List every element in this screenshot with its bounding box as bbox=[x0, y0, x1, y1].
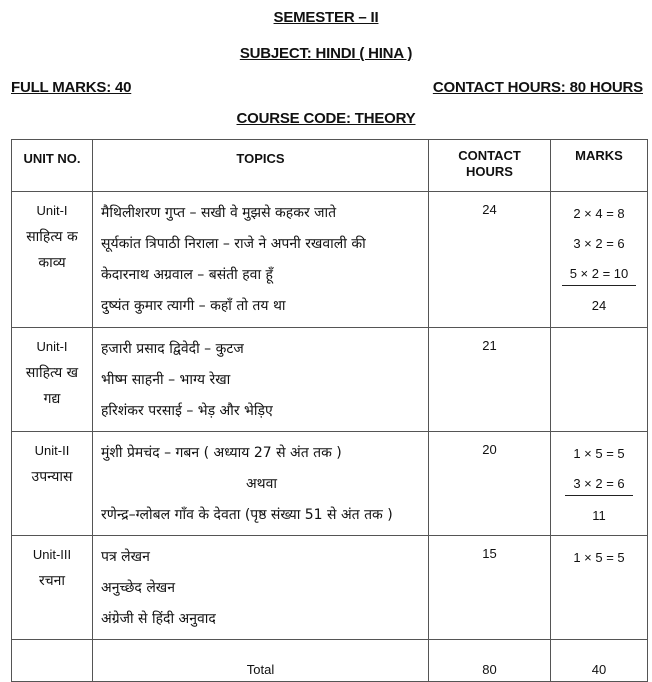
topic-item: हजारी प्रसाद द्विवेदी – कुटज bbox=[101, 341, 244, 357]
topic-item: रणेन्द्र–ग्लोबल गाँव के देवता (पृष्ठ संख्या 51 से अंत तक ) bbox=[101, 507, 393, 523]
table-row bbox=[12, 536, 648, 640]
col-header-marks: MARKS bbox=[551, 140, 648, 192]
subject-heading: SUBJECT: HINDI ( HINA ) bbox=[239, 45, 413, 62]
topic-item: अनुच्छेद लेखन bbox=[101, 580, 176, 596]
total-hours: 80 bbox=[429, 640, 551, 682]
unit-cell bbox=[12, 192, 93, 328]
table-row bbox=[12, 192, 648, 328]
col-header-contact-line2: HOURS bbox=[466, 164, 513, 179]
topic-item: केदारनाथ अग्रवाल – बसंती हवा हूँ bbox=[101, 267, 273, 283]
marks-subtotal: 24 bbox=[591, 298, 607, 313]
marks-line: 3 × 2 = 6 bbox=[573, 236, 625, 251]
hours-cell: 20 bbox=[429, 432, 551, 536]
unit-code: Unit-I bbox=[36, 203, 68, 218]
col-header-contact-hours bbox=[429, 140, 551, 192]
hours-cell: 15 bbox=[429, 536, 551, 640]
unit-name: उपन्यास bbox=[31, 469, 73, 485]
marks-subtotal: 11 bbox=[592, 508, 606, 523]
marks-line-text: 3 × 2 = 6 bbox=[565, 473, 632, 496]
course-code-heading: COURSE CODE: THEORY bbox=[236, 110, 416, 127]
total-marks: 40 bbox=[551, 640, 648, 682]
topics-cell bbox=[93, 432, 429, 536]
marks-cell bbox=[551, 328, 648, 432]
marks-cell bbox=[551, 536, 648, 640]
unit-name: गद्य bbox=[43, 391, 61, 407]
unit-cell bbox=[12, 536, 93, 640]
marks-line bbox=[552, 472, 646, 502]
full-marks-heading: FULL MARKS: 40 bbox=[11, 79, 132, 96]
unit-name: साहित्य क bbox=[26, 229, 78, 245]
unit-name: काव्य bbox=[38, 255, 66, 271]
topic-item: मुंशी प्रेमचंद – गबन ( अध्याय 27 से अंत तक ) bbox=[101, 445, 342, 461]
total-label: Total bbox=[93, 640, 429, 682]
table-row bbox=[12, 328, 648, 432]
table-header-row bbox=[12, 140, 648, 192]
topics-cell bbox=[93, 192, 429, 328]
marks-line-text: 5 × 2 = 10 bbox=[562, 263, 637, 286]
marks-cell bbox=[551, 192, 648, 328]
topics-cell bbox=[93, 328, 429, 432]
topic-item: हरिशंकर परसाई – भेड़ और भेड़िए bbox=[101, 403, 273, 419]
unit-cell bbox=[12, 432, 93, 536]
topic-item: अंग्रेजी से हिंदी अनुवाद bbox=[101, 611, 216, 627]
semester-heading: SEMESTER – II bbox=[273, 9, 379, 26]
topic-item: मैथिलीशरण गुप्त – सखी वे मुझसे कहकर जाते bbox=[101, 205, 337, 221]
topic-item-or: अथवा bbox=[245, 476, 278, 492]
marks-line: 1 × 5 = 5 bbox=[573, 446, 625, 461]
col-header-topics: TOPICS bbox=[93, 140, 429, 192]
unit-code: Unit-II bbox=[34, 443, 70, 458]
topic-item: दुष्यंत कुमार त्यागी – कहाँ तो तय था bbox=[101, 298, 286, 314]
marks-line: 1 × 5 = 5 bbox=[573, 550, 625, 565]
topic-item: भीष्म साहनी – भाग्य रेखा bbox=[101, 372, 231, 388]
contact-hours-heading: CONTACT HOURS: 80 HOURS bbox=[432, 79, 643, 96]
hours-cell: 24 bbox=[429, 192, 551, 328]
marks-line bbox=[552, 262, 646, 292]
table-row bbox=[12, 432, 648, 536]
unit-cell bbox=[12, 328, 93, 432]
topic-item: सूर्यकांत त्रिपाठी निराला – राजे ने अपनी रखवाली की bbox=[101, 236, 366, 252]
marks-cell bbox=[551, 432, 648, 536]
marks-line: 2 × 4 = 8 bbox=[573, 206, 625, 221]
topic-item: पत्र लेखन bbox=[101, 549, 150, 565]
unit-code: Unit-III bbox=[32, 547, 72, 562]
hours-cell: 21 bbox=[429, 328, 551, 432]
total-row bbox=[12, 640, 648, 682]
unit-name: साहित्य ख bbox=[25, 365, 79, 381]
topics-cell bbox=[93, 536, 429, 640]
col-header-contact-line1: CONTACT bbox=[458, 148, 521, 163]
unit-name: रचना bbox=[38, 573, 65, 589]
unit-code: Unit-I bbox=[36, 339, 68, 354]
total-unit-cell bbox=[12, 640, 93, 682]
col-header-unit: UNIT NO. bbox=[12, 140, 93, 192]
syllabus-table bbox=[11, 139, 648, 682]
